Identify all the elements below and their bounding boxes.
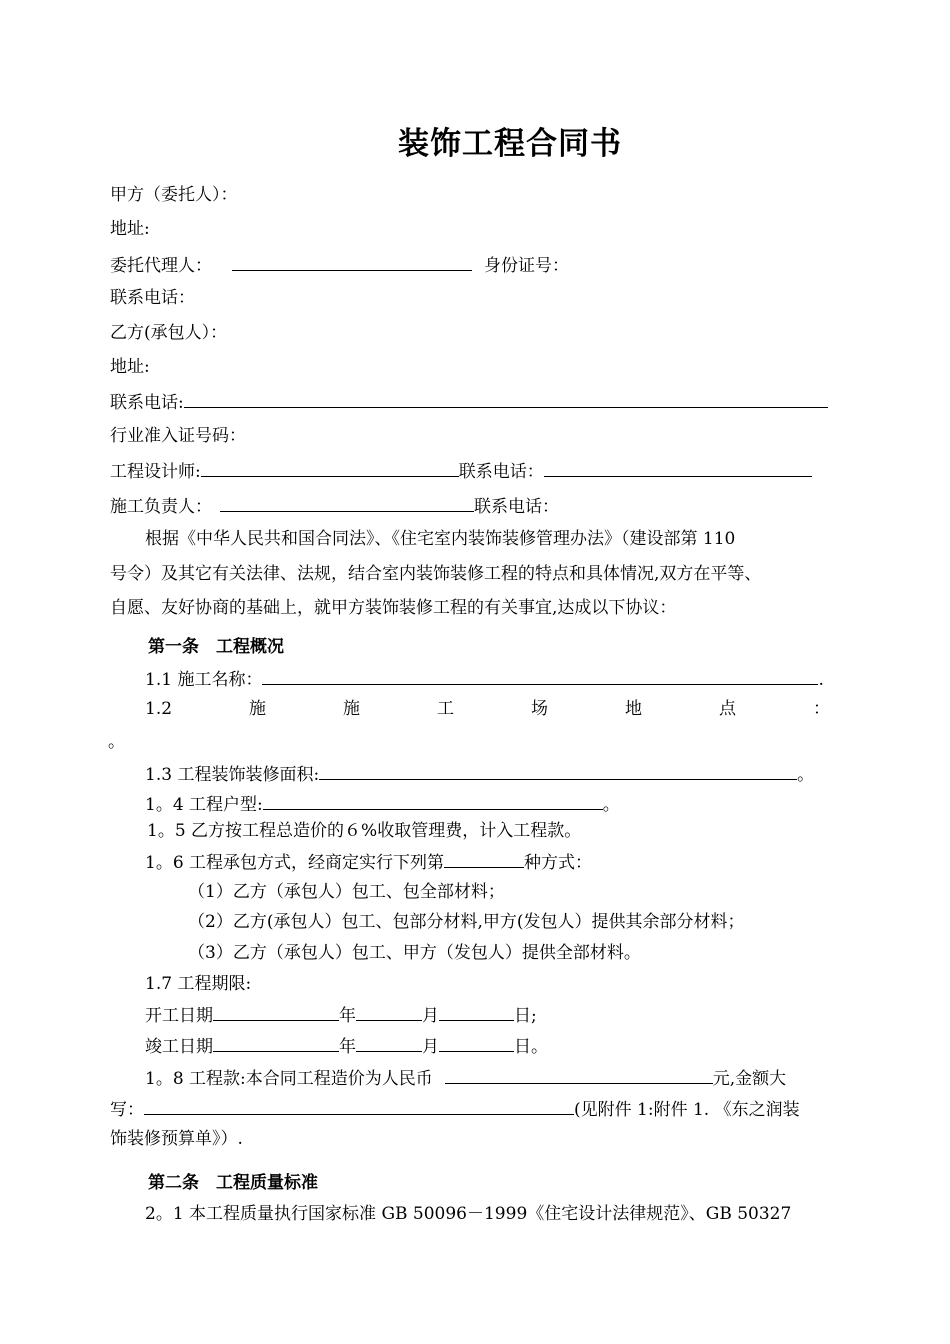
item-1-8-line (145, 1065, 786, 1091)
preamble-line-3: 自愿、友好协商的基础上，就甲方装饰装修工程的有关事宜,达成以下协议： (110, 598, 677, 618)
agent-blank[interactable] (232, 252, 472, 271)
designer-phone-blank[interactable] (544, 458, 812, 477)
unit-type-blank[interactable] (263, 791, 603, 810)
item-1-1-line (145, 666, 824, 692)
document-title: 装饰工程合同书 (398, 126, 622, 162)
start-date-line (145, 1002, 537, 1028)
manager-phone-label: 联系电话： (474, 497, 559, 517)
item-2-1: 2。1 本工程质量执行国家标准 GB 50096－1999《住宅设计法律规范》、GB 50327 (145, 1204, 792, 1224)
designer-line (110, 458, 812, 484)
manager-line (110, 493, 559, 519)
item-1-8-label: 1。8 工程款:本合同工程造价为人民币 (145, 1069, 433, 1089)
item-1-5: 1。5 乙方按工程总造价的６%收取管理费，计入工程款。 (147, 821, 582, 841)
price-blank[interactable] (445, 1065, 713, 1084)
price-unit: 元,金额大 (712, 1069, 787, 1089)
item-1-2-char: 工 (437, 699, 454, 719)
item-1-2-line (145, 697, 830, 721)
item-1-6-line (145, 849, 592, 875)
option-3: （3）乙方（承包人）包工、甲方（发包人）提供全部材料。 (188, 943, 641, 963)
item-1-2-num: 1.2 (145, 699, 173, 719)
item-1-2-char: 地 (624, 699, 642, 719)
preamble-line-1: 根据《中华人民共和国合同法》、《住宅室内装饰装修管理办法》（建设部第 110 (145, 529, 736, 549)
attachment-note: (见附件 1:附件 1. 《东之润装 (574, 1100, 800, 1120)
item-1-4-end: 。 (602, 795, 620, 815)
item-1-6-label: 1。6 工程承包方式，经商定实行下列第 (145, 853, 445, 873)
party-a-phone-label: 联系电话： (110, 288, 195, 308)
designer-label: 工程设计师: (110, 462, 201, 482)
item-1-2-char: 场 (530, 699, 548, 719)
finish-date-line (145, 1033, 548, 1059)
start-day-blank[interactable] (439, 1002, 514, 1021)
item-1-2-char: 施 (249, 699, 267, 719)
party-a-address-label: 地址: (110, 219, 150, 239)
item-1-1-label: 1.1 施工名称： (145, 670, 263, 690)
manager-label: 施工负责人： (110, 497, 212, 517)
item-1-2-char: 施 (343, 699, 361, 719)
item-1-2-end: 。 (108, 732, 125, 752)
finish-date-label: 竣工日期 (145, 1037, 213, 1057)
article-2-heading: 第二条 工程质量标准 (148, 1173, 318, 1193)
start-date-label: 开工日期 (145, 1006, 213, 1026)
start-year-blank[interactable] (213, 1002, 339, 1021)
party-b-phone-line (110, 389, 828, 415)
year-label: 年 (339, 1037, 356, 1057)
agent-label: 委托代理人： (110, 256, 212, 276)
attachment-note-2: 饰装修预算单》）. (110, 1129, 243, 1149)
manager-blank[interactable] (220, 493, 474, 512)
license-label: 行业准入证号码： (110, 426, 246, 446)
item-1-1-end: . (818, 670, 824, 690)
preamble-line-2: 号令）及其它有关法律、法规，结合室内装饰装修工程的特点和具体情况,双方在平等、 (110, 564, 762, 584)
month-label: 月 (422, 1006, 439, 1026)
option-2: （2）乙方(承包人）包工、包部分材料,甲方(发包人）提供其余部分材料； (188, 912, 745, 932)
id-label: 身份证号： (484, 256, 569, 276)
contract-method-blank[interactable] (444, 849, 524, 868)
party-a-label: 甲方（委托人）： (110, 185, 238, 205)
year-label: 年 (339, 1006, 356, 1026)
month-label: 月 (422, 1037, 439, 1057)
day-label: 日; (514, 1006, 537, 1026)
finish-year-blank[interactable] (213, 1033, 339, 1052)
construction-name-blank[interactable] (262, 666, 818, 685)
capital-amount-label: 写： (110, 1100, 144, 1120)
start-month-blank[interactable] (356, 1002, 422, 1021)
item-1-8-cont-line (110, 1096, 800, 1122)
item-1-3-line (145, 761, 814, 787)
designer-blank[interactable] (201, 458, 459, 477)
item-1-3-label: 1.3 工程装饰装修面积: (145, 765, 320, 785)
item-1-2-colon: ： (812, 699, 830, 719)
item-1-3-end: 。 (797, 765, 815, 785)
item-1-4-label: 1。4 工程户型: (145, 795, 263, 815)
item-1-2-char: 点 (718, 699, 736, 719)
item-1-4-line (145, 791, 620, 817)
party-b-address-label: 地址: (110, 357, 150, 377)
finish-day-blank[interactable] (439, 1033, 514, 1052)
finish-month-blank[interactable] (356, 1033, 422, 1052)
capital-amount-blank[interactable] (144, 1096, 574, 1115)
day-label: 日。 (514, 1037, 548, 1057)
area-blank[interactable] (319, 761, 797, 780)
option-1: （1）乙方（承包人）包工、包全部材料； (188, 882, 505, 902)
item-1-6-end: 种方式： (524, 853, 593, 873)
designer-phone-label: 联系电话： (458, 462, 544, 482)
article-1-heading: 第一条 工程概况 (148, 637, 284, 657)
party-b-phone-blank[interactable] (184, 389, 828, 408)
party-b-label: 乙方(承包人）： (110, 323, 228, 343)
party-a-agent-line (110, 252, 569, 278)
party-b-phone-label: 联系电话: (110, 393, 184, 413)
item-1-7: 1.7 工程期限: (145, 974, 252, 994)
